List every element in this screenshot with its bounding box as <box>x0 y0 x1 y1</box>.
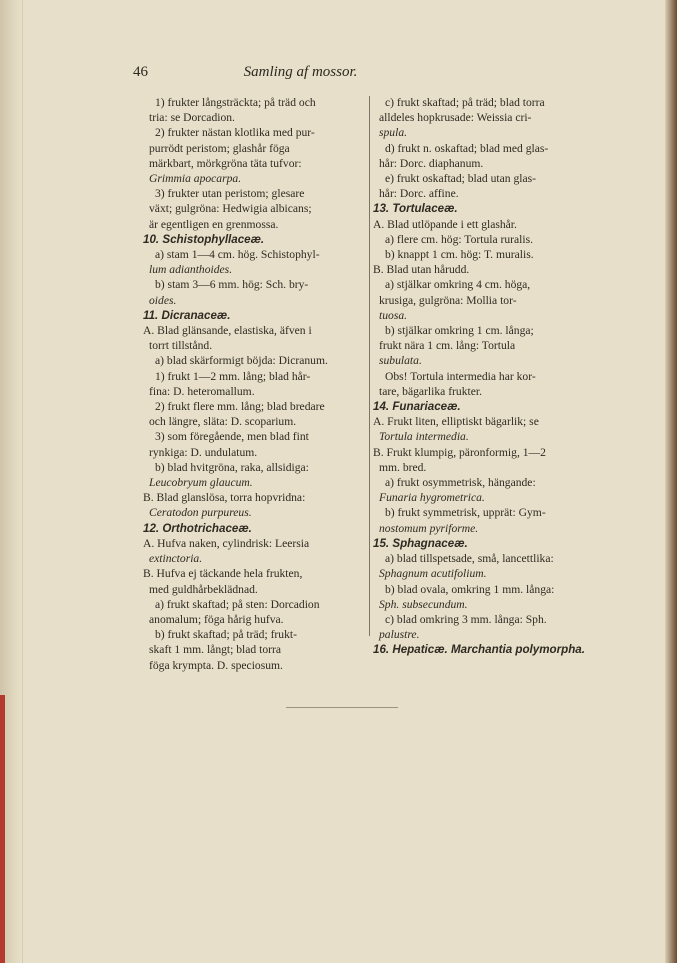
text-line: lum adianthoides. <box>149 263 233 277</box>
text-line: b) blad ovala, omkring 1 mm. långa: <box>385 582 555 596</box>
text-line: växt; gulgröna: Hedwigia albicans; <box>149 202 312 216</box>
text-line: a) stjälkar omkring 4 cm. höga, <box>385 278 531 292</box>
section-heading: 10. Schistophyllaceæ. <box>143 232 265 246</box>
section-heading: 13. Tortulaceæ. <box>373 202 458 216</box>
text-line: a) blad tillspetsade, små, lancettlika: <box>385 552 554 566</box>
text-line: B. Blad utan hårudd. <box>373 263 470 277</box>
text-line: är egentligen en grenmossa. <box>149 217 279 231</box>
right-column <box>373 95 609 658</box>
section-heading: 16. Hepaticæ. Marchantia polymorpha. <box>373 643 585 657</box>
text-line: fina: D. heteromallum. <box>149 384 255 398</box>
text-line: A. Blad utlöpande i ett glashår. <box>373 217 517 231</box>
left-column <box>143 95 365 673</box>
section-heading: 11. Dicranaceæ. <box>143 308 231 322</box>
text-line: Tortula intermedia. <box>379 430 469 444</box>
text-line: tuosa. <box>379 308 408 322</box>
text-line: A. Blad glänsande, elastiska, äfven i <box>143 324 312 338</box>
section-heading: 12. Orthotrichaceæ. <box>143 521 252 535</box>
text-line: och längre, släta: D. scoparium. <box>149 415 297 429</box>
section-heading: 14. Funariaceæ. <box>373 400 461 414</box>
column-divider <box>369 96 370 636</box>
text-line: Sphagnum acutifolium. <box>379 567 487 581</box>
text-line: krusiga, gulgröna: Mollia tor- <box>379 293 517 307</box>
text-line: Funaria hygrometrica. <box>379 491 485 505</box>
text-line: b) knappt 1 cm. hög: T. muralis. <box>385 248 534 262</box>
text-line: mm. bred. <box>379 460 427 474</box>
text-line: Obs! Tortula intermedia har kor- <box>385 369 536 383</box>
text-line: A. Hufva naken, cylindrisk: Leersia <box>143 536 310 550</box>
page-header <box>133 64 468 86</box>
section-heading: 15. Sphagnaceæ. <box>373 536 468 550</box>
text-line: b) stjälkar omkring 1 cm. långa; <box>385 324 534 338</box>
text-line: Ceratodon purpureus. <box>149 506 252 520</box>
text-line: anomalum; föga hårig hufva. <box>149 612 284 626</box>
text-line: skaft 1 mm. långt; blad torra <box>149 643 282 657</box>
text-line: märkbart, mörkgröna täta tufvor: <box>149 156 302 170</box>
text-line: 3) frukter utan peristom; glesare <box>155 187 305 201</box>
text-line: a) frukt osymmetrisk, hängande: <box>385 476 536 490</box>
text-line: b) frukt symmetrisk, upprät: Gym- <box>385 506 546 520</box>
page-number: 46 <box>133 64 148 80</box>
text-line: c) frukt skaftad; på träd; blad torra <box>385 96 545 109</box>
text-line: hår: Dorc. affine. <box>379 187 459 201</box>
text-line: d) frukt n. oskaftad; blad med glas- <box>385 141 549 155</box>
text-line: spula. <box>379 126 408 140</box>
text-line: hår: Dorc. diaphanum. <box>379 156 484 170</box>
text-line: A. Frukt liten, elliptiskt bägarlik; se <box>373 415 539 429</box>
text-line: purrödt peristom; glashår föga <box>149 141 290 155</box>
text-line: a) flere cm. hög: Tortula ruralis. <box>385 232 534 246</box>
text-line: 1) frukter långsträckta; på träd och <box>155 96 316 109</box>
text-line: extinctoria. <box>149 552 203 566</box>
text-line: alldeles hopkrusade: Weissia cri- <box>379 111 532 125</box>
text-line: 3) som föregående, men blad fint <box>155 430 309 444</box>
text-line: tare, bägarlika frukter. <box>379 384 483 398</box>
text-line: Grimmia apocarpa. <box>149 172 242 186</box>
running-title: Samling af mossor. <box>243 64 358 80</box>
text-line: B. Frukt klumpig, päronformig, 1—2 <box>373 445 546 459</box>
text-line: torrt tillstånd. <box>149 339 213 353</box>
text-line: c) blad omkring 3 mm. långa: Sph. <box>385 612 547 626</box>
text-line: b) blad hvitgröna, raka, allsidiga: <box>155 460 309 474</box>
end-rule <box>286 707 398 708</box>
text-line: b) frukt skaftad; på träd; frukt- <box>155 628 297 642</box>
text-line: e) frukt oskaftad; blad utan glas- <box>385 172 536 186</box>
text-line: frukt nära 1 cm. lång: Tortula <box>379 339 516 353</box>
text-line: B. Hufva ej täckande hela frukten, <box>143 567 303 581</box>
text-line: 1) frukt 1—2 mm. lång; blad hår- <box>155 369 311 383</box>
text-line: tria: se Dorcadion. <box>149 111 235 125</box>
text-line: a) frukt skaftad; på sten: Dorcadion <box>155 597 320 611</box>
text-line: Sph. subsecundum. <box>379 597 468 611</box>
text-line: rynkiga: D. undulatum. <box>149 445 258 459</box>
text-line: med guldhårbeklädnad. <box>149 582 258 596</box>
text-line: B. Blad glanslösa, torra hopvridna: <box>143 491 306 505</box>
text-line: a) blad skärformigt böjda: Dicranum. <box>155 354 328 368</box>
text-line: 2) frukter nästan klotlika med pur- <box>155 126 315 140</box>
book-edge-shadow <box>665 0 677 963</box>
red-page-edge <box>0 695 5 963</box>
text-line: b) stam 3—6 mm. hög: Sch. bry- <box>155 278 309 292</box>
text-line: Leucobryum glaucum. <box>149 476 253 490</box>
text-line: subulata. <box>379 354 422 368</box>
text-line: nostomum pyriforme. <box>379 521 479 535</box>
text-line: palustre. <box>379 628 420 642</box>
text-line: oides. <box>149 293 177 307</box>
text-line: föga krympta. D. speciosum. <box>149 658 283 672</box>
text-line: a) stam 1—4 cm. hög. Schistophyl- <box>155 248 320 262</box>
text-line: 2) frukt flere mm. lång; blad bredare <box>155 400 325 414</box>
